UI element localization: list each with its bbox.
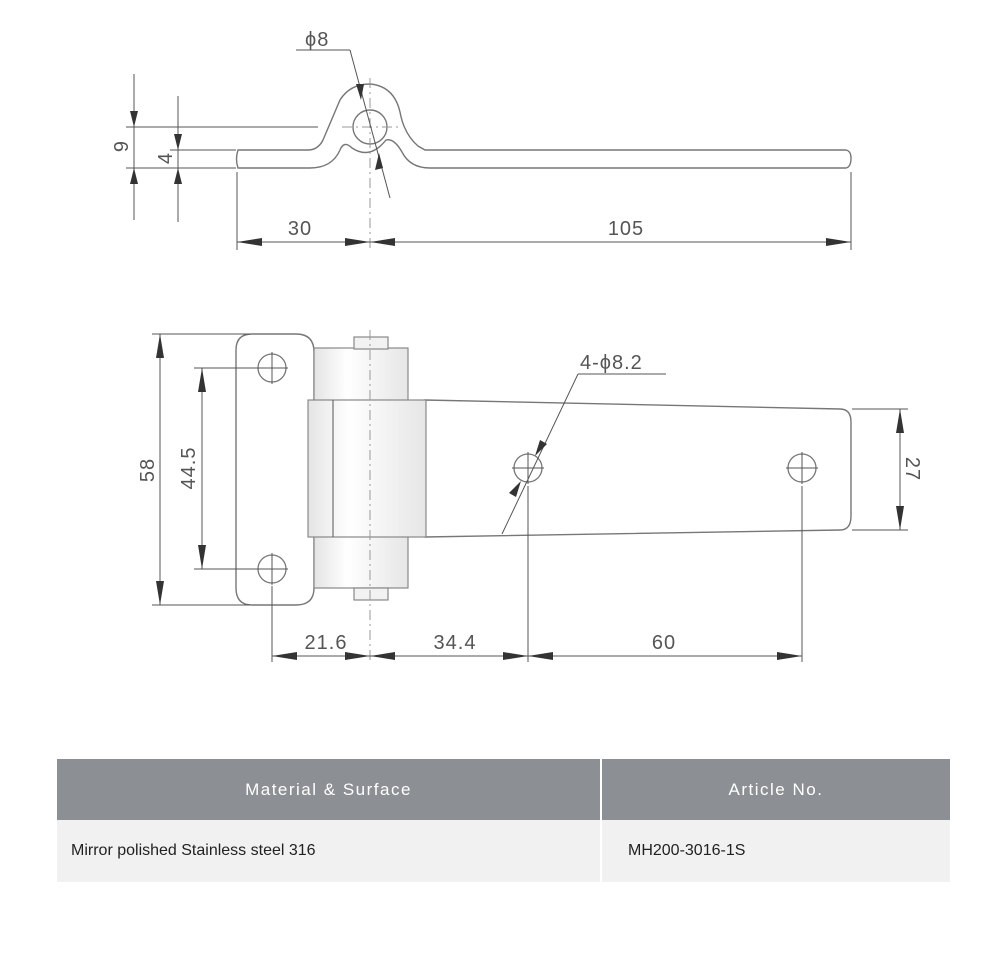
dim-105-arrow-right xyxy=(826,238,851,246)
side-view xyxy=(111,29,851,252)
dim-34-label: 34.4 xyxy=(433,632,477,654)
side-profile xyxy=(237,84,852,168)
dim-4-label: 4 xyxy=(155,151,177,165)
dim-60-arrow-right xyxy=(777,652,802,660)
dim-21-arrow-right xyxy=(345,652,370,660)
dim-60-arrow-left xyxy=(528,652,553,660)
dim-44-label: 44.5 xyxy=(178,446,200,490)
dim-27-arrow-bottom xyxy=(896,506,904,530)
hole-spec-label: 4-ϕ8.2 xyxy=(580,352,643,374)
spec-table xyxy=(57,759,950,882)
top-view xyxy=(137,330,923,662)
dim-4-arrow-top xyxy=(174,134,182,150)
dim-21-label: 21.6 xyxy=(304,632,348,654)
dim-30-arrow-left xyxy=(237,238,262,246)
dim-34-arrow-left xyxy=(370,652,395,660)
dim-4-arrow-bottom xyxy=(174,168,182,184)
hole-top-left xyxy=(256,352,288,384)
dim-21-arrow-left xyxy=(272,652,297,660)
dim-30-arrow-right xyxy=(345,238,370,246)
dim-30-label: 30 xyxy=(287,218,313,240)
dim-44-arrow-top xyxy=(198,368,206,392)
dim-58-arrow-bottom xyxy=(156,581,164,605)
pin-end-bottom xyxy=(354,588,388,600)
spec-table-header xyxy=(57,759,950,820)
hole-bottom-left xyxy=(256,553,288,585)
dim-58-label: 58 xyxy=(137,457,159,483)
table-row xyxy=(57,820,950,882)
knuckle-center-section xyxy=(308,400,426,537)
hole-right xyxy=(786,452,818,484)
pin-diameter-arrow-bottom xyxy=(375,153,383,170)
dim-9-arrow-top xyxy=(130,111,138,127)
dim-9-label: 9 xyxy=(111,139,133,153)
cell-material: Mirror polished Stainless steel 316 xyxy=(57,820,601,882)
dim-27-label: 27 xyxy=(901,456,923,482)
dim-44-arrow-bottom xyxy=(198,545,206,569)
header-material-surface: Material & Surface xyxy=(57,759,601,820)
hole-spec-leader-diag xyxy=(502,374,578,534)
dim-27-arrow-top xyxy=(896,409,904,433)
cell-article-no: MH200-3016-1S xyxy=(601,820,950,882)
dim-60-label: 60 xyxy=(651,632,677,654)
pin-end-top xyxy=(354,337,388,349)
header-article-no: Article No. xyxy=(601,759,950,820)
dim-9-arrow-bottom xyxy=(130,168,138,184)
dim-58-arrow-top xyxy=(156,334,164,358)
dim-105-arrow-left xyxy=(370,238,395,246)
hole-spec-arrow-bottom xyxy=(509,481,521,497)
pin-diameter-label: ϕ8 xyxy=(305,29,330,51)
dim-34-arrow-right xyxy=(503,652,528,660)
dim-105-label: 105 xyxy=(607,218,645,240)
